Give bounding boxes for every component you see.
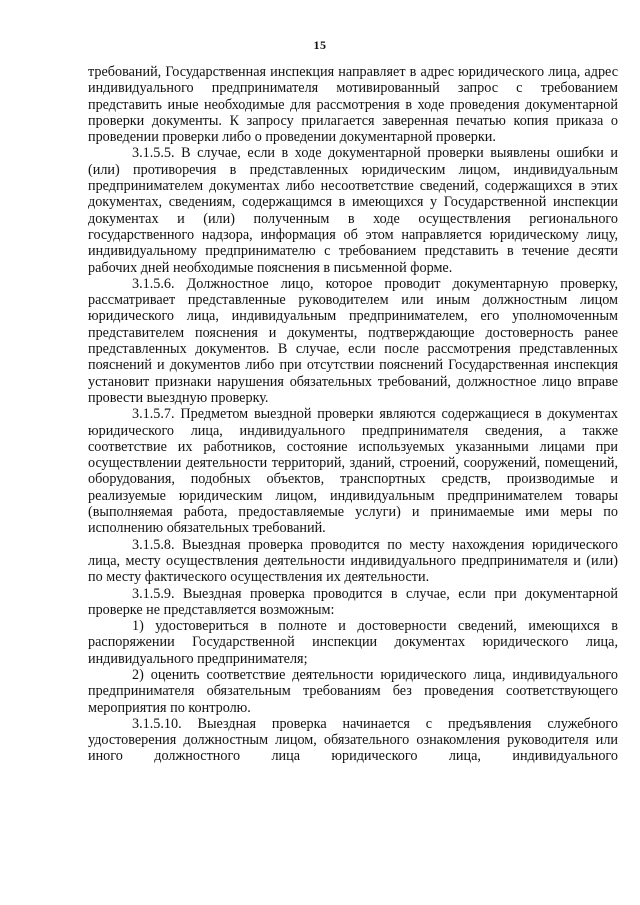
paragraph-continuation: требований, Государственная инспекция направляет в адрес юридического лица, адрес индивидуального предпринимателя мотивированный запрос с требованием представить иные необходимые для рассмотрения в ходе проведения документарной проверки документы. К запросу прилагается заверенная печатью копия приказа о проведении проверки либо о проведении документарной проверки. bbox=[88, 64, 618, 146]
paragraph-3-1-5-8: 3.1.5.8. Выездная проверка проводится по месту нахождения юридического лица, месту осуществления деятельности индивидуального предпринимателя и (или) по месту фактического осуществления их деятельности. bbox=[88, 536, 618, 586]
paragraph-3-1-5-6: 3.1.5.6. Должностное лицо, которое проводит документарную проверку, рассматривает представленные руководителем или иным должностным лицом юридического лица, индивидуальным предпринимателем, его уполномоченным представителем пояснения и документы, подтверждающие достоверность ранее представленных документов. В случае, если после рассмотрения представленных пояснений и документов либо при отсутствии пояснений Государственная инспекция установит признаки нарушения обязательных требований, должностное лицо вправе провести выездную проверку. bbox=[88, 275, 618, 406]
paragraph-3-1-5-9: 3.1.5.9. Выездная проверка проводится в случае, если при документарной проверке не представляется возможным: bbox=[88, 585, 618, 618]
paragraph-3-1-5-10: 3.1.5.10. Выездная проверка начинается с предъявления служебного удостоверения должностным лицом, обязательного ознакомления руководителя или иного должностного лица юридического лица, индивидуального bbox=[88, 715, 618, 765]
document-body bbox=[88, 64, 618, 765]
list-item-1: 1) удостовериться в полноте и достоверности сведений, имеющихся в распоряжении Государственной инспекции документах юридического лица, индивидуального предпринимателя; bbox=[88, 618, 618, 667]
paragraph-3-1-5-5: 3.1.5.5. В случае, если в ходе документарной проверки выявлены ошибки и (или) противоречия в представленных юридическим лицом, индивидуальным предпринимателем документах либо несоответствие сведений, содержащихся в этих документах, сведениям, содержащимся в имеющихся у Государственной инспекции документах и (или) полученным в ходе осуществления регионального государственного надзора, информация об этом направляется юридическому лицу, индивидуальному предпринимателю с требованием представить в течение десяти рабочих дней необходимые пояснения в письменной форме. bbox=[88, 145, 618, 276]
paragraph-3-1-5-7: 3.1.5.7. Предметом выездной проверки являются содержащиеся в документах юридического лица, индивидуального предпринимателя сведения, а также соответствие их работников, состояние используемых указанными лицами при осуществлении деятельности территорий, зданий, строений, сооружений, помещений, оборудования, подобных объектов, транспортных средств, производимые и реализуемые юридическим лицом, индивидуальным предпринимателем товары (выполняемая работа, предоставляемые услуги) и принимаемые ими меры по исполнению обязательных требований. bbox=[88, 406, 618, 537]
list-item-2: 2) оценить соответствие деятельности юридического лица, индивидуального предпринимателя обязательным требованиям без проведения соответствующего мероприятия по контролю. bbox=[88, 666, 618, 716]
page-number: 15 bbox=[313, 38, 327, 52]
